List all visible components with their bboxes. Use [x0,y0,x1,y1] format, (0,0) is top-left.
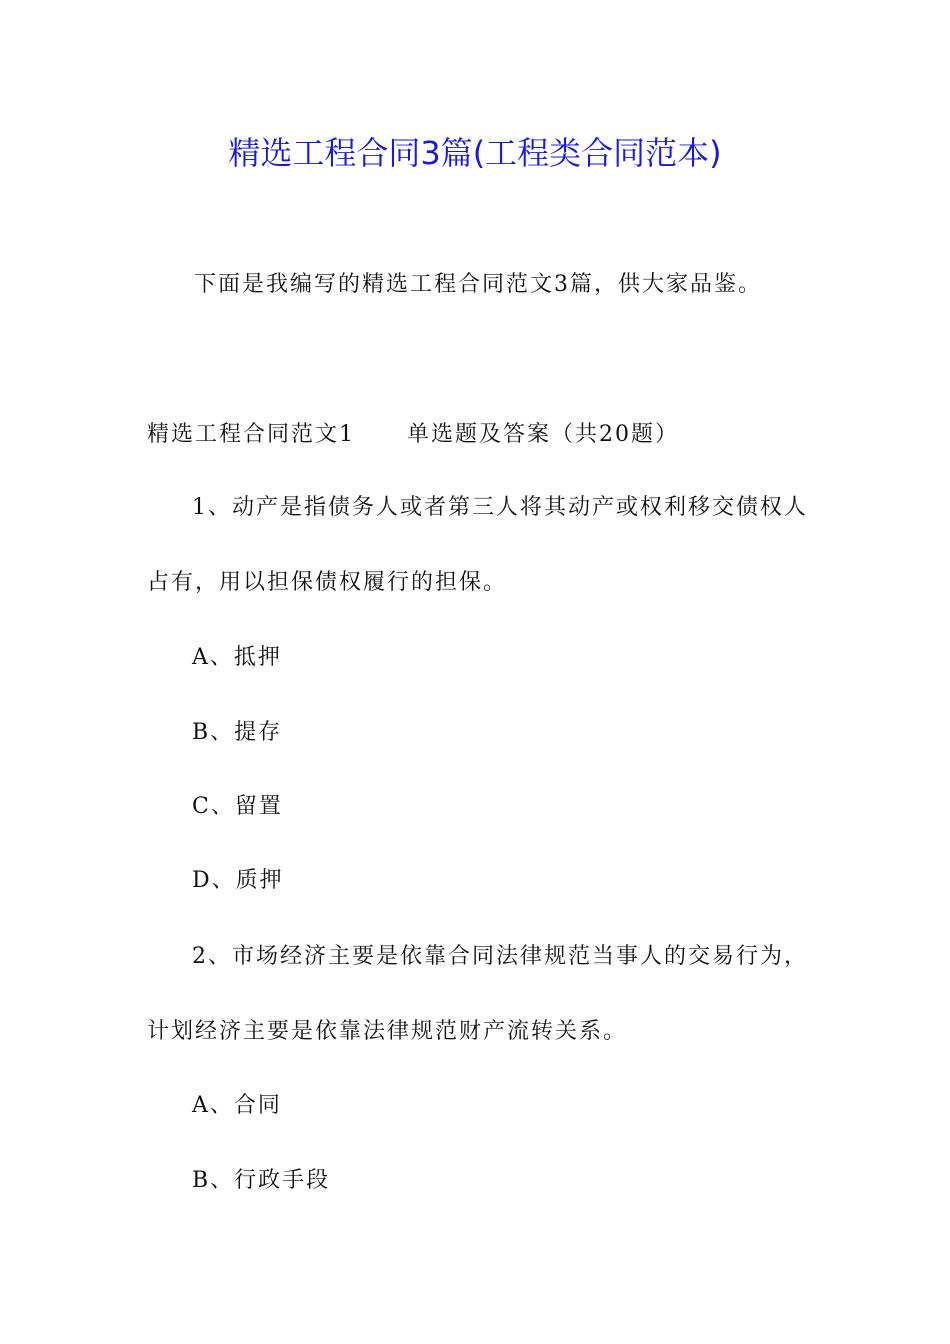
question-1-option-d: D、质押 [192,868,284,893]
document-title: 精选工程合同3篇(工程类合同范本) [228,134,722,172]
question-1-line-2: 占有，用以担保债权履行的担保。 [147,570,508,595]
section-subtitle: 单选题及答案（共20题） [407,422,679,447]
section-title: 精选工程合同范文1 [147,422,355,447]
question-2-line-1: 2、市场经济主要是依靠合同法律规范当事人的交易行为， [192,944,808,969]
question-2-line-2: 计划经济主要是依靠法律规范财产流转关系。 [147,1019,628,1044]
question-1-option-a: A、抵押 [192,645,282,670]
question-2-option-b: B、行政手段 [192,1168,331,1193]
question-1-line-1: 1、动产是指债务人或者第三人将其动产或权利移交债权人 [192,495,808,520]
question-1-option-b: B、提存 [192,720,283,745]
section-heading [147,418,679,452]
question-1-option-c: C、留置 [192,794,283,819]
intro-paragraph: 下面是我编写的精选工程合同范文3篇，供大家品鉴。 [194,272,762,297]
question-2-option-a: A、合同 [192,1093,282,1118]
